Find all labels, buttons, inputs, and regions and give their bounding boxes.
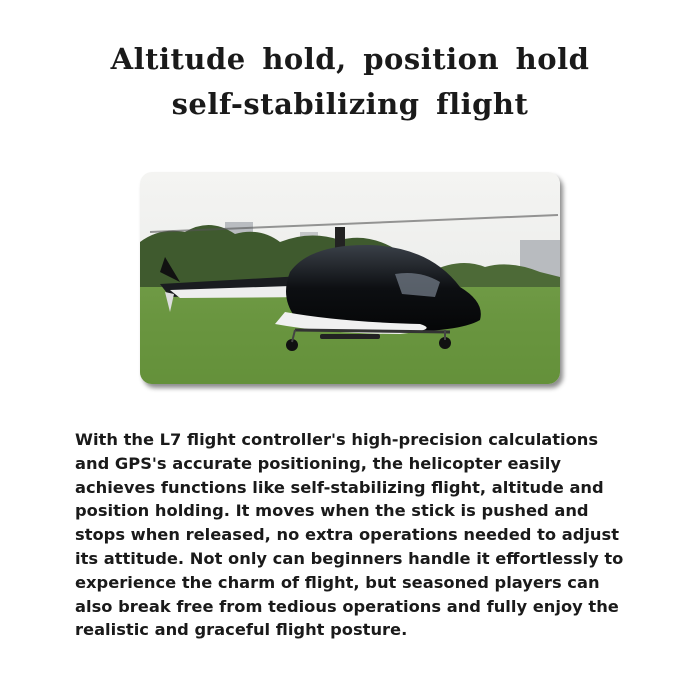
helicopter-photo [140, 172, 560, 384]
heading-line-2: self-stabilizing flight [171, 87, 529, 121]
heading-line-1: Altitude hold, position hold [110, 42, 590, 76]
description-paragraph: With the L7 flight controller's high-precision calculations and GPS's accurate positioning, the helicopter easily achieves functions like self-stabilizing flight, altitude and position holding. It moves when the stick is pushed and stops when released, no extra operations needed to adjust its attitude. Not only can beginners handle it effortlessly to experience the charm of flight, but seasoned players can also break free from tedious operations and fully enjoy the realistic and graceful flight posture. [75, 430, 624, 640]
